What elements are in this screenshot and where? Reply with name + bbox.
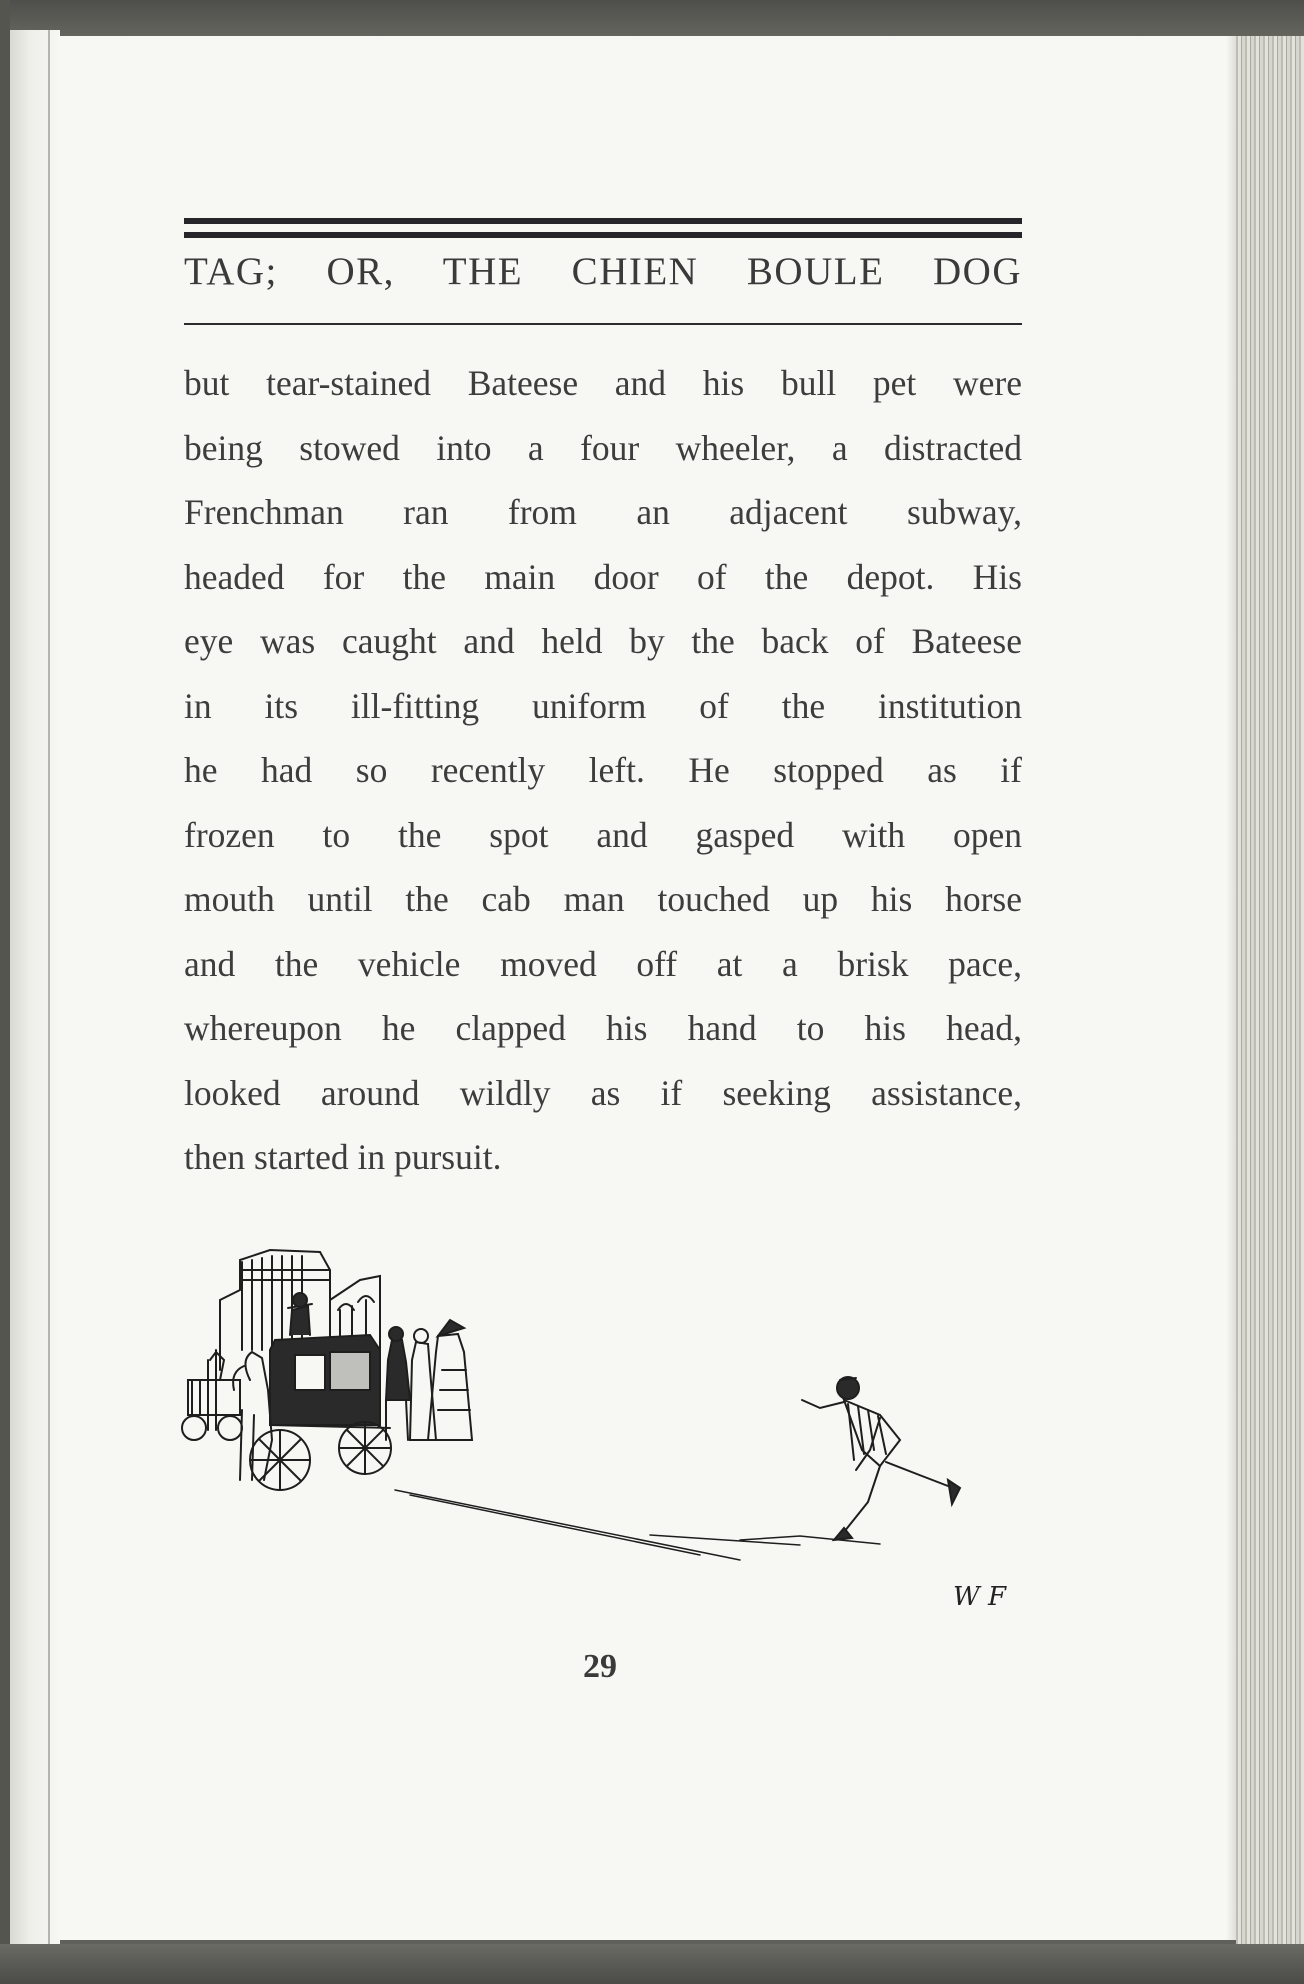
scan-border-top (0, 0, 1304, 38)
text-line: looked around wildly as if seeking assistance, (184, 1072, 1022, 1113)
gutter-fold-line (48, 30, 50, 1950)
text-line: being stowed into a four wheeler, a distracted (184, 427, 1022, 468)
text-line: in its ill-fitting uniform of the institution (184, 685, 1022, 726)
body-paragraph (184, 351, 1022, 1190)
text-line: mouth until the cab man touched up his horse (184, 879, 1022, 919)
text-line: Frenchman ran from an adjacent subway, (184, 492, 1022, 532)
text-line: eye was caught and held by the back of Bateese (184, 621, 1022, 661)
header-rule-top (184, 218, 1022, 224)
text-line: he had so recently left. He stopped as if (184, 750, 1022, 790)
text-line: but tear-stained Bateese and his bull pet were (184, 363, 1022, 403)
scan-border-left (0, 0, 10, 1984)
scan-border-bottom (0, 1944, 1304, 1984)
road-lines (395, 1490, 800, 1560)
page-number: 29 (583, 1648, 617, 1685)
header-rule-bottom (184, 323, 1022, 325)
running-man-drawing (740, 1377, 960, 1544)
text-line: then started in pursuit. (184, 1137, 502, 1177)
street-scene-illustration (180, 1240, 1020, 1630)
running-head: TAG; OR, THE CHIEN BOULE DOG (184, 250, 1022, 293)
page-fore-edge (1236, 36, 1304, 1946)
text-line: and the vehicle moved off at a brisk pace, (184, 943, 1022, 984)
distant-cart-drawing (182, 1352, 242, 1440)
text-line: frozen to the spot and gasped with open (184, 814, 1022, 855)
text-line: headed for the main door of the depot. His (184, 556, 1022, 597)
illustrator-monogram: W F (953, 1582, 1007, 1612)
book-gutter (10, 30, 60, 1950)
pedestrians-drawing (386, 1320, 472, 1440)
text-line: whereupon he clapped his hand to his head, (184, 1008, 1022, 1048)
header-rule-second (184, 232, 1022, 238)
